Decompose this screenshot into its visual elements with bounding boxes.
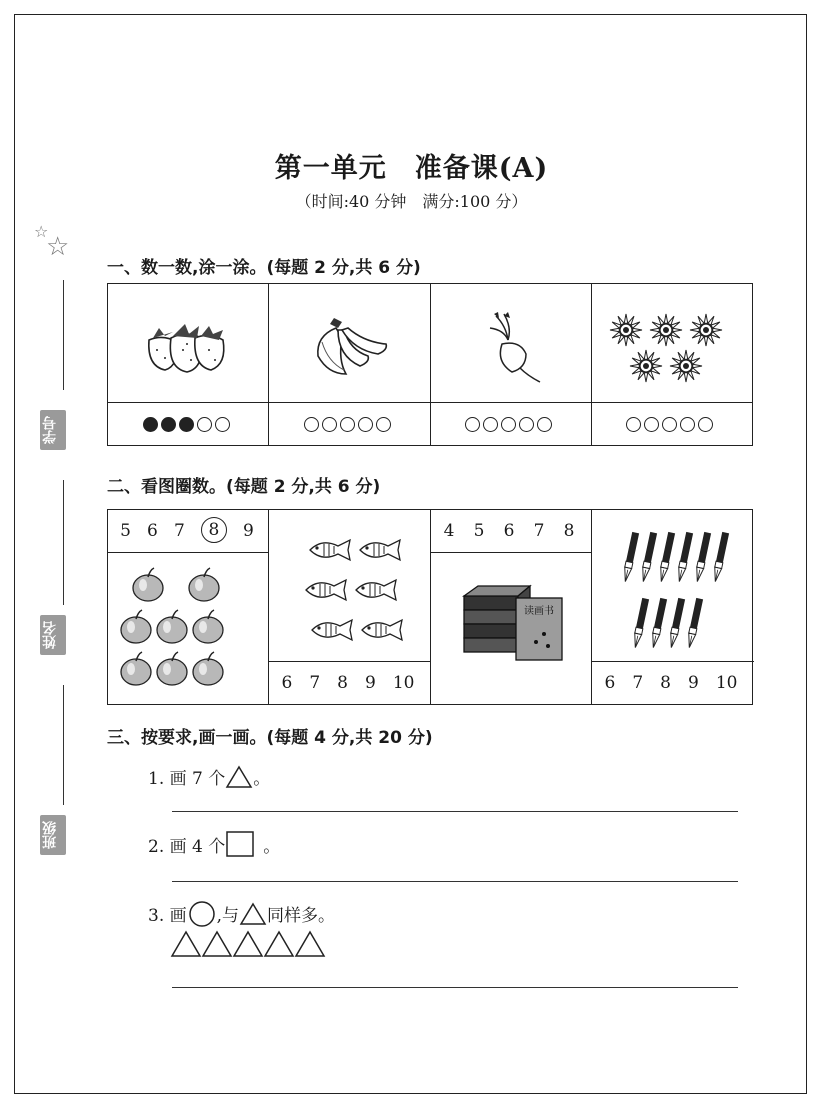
student-number-label: 学号 (40, 410, 66, 450)
number-option[interactable]: 10 (715, 673, 738, 693)
question-1 (148, 760, 270, 789)
empty-circle[interactable] (680, 417, 695, 432)
number-option[interactable]: 5 (473, 521, 485, 541)
flower-icon (690, 314, 722, 346)
number-choices[interactable] (596, 673, 746, 693)
empty-circle[interactable] (215, 417, 230, 432)
answer-line[interactable] (172, 811, 738, 812)
answer-line[interactable] (172, 987, 738, 988)
flower-icon (670, 350, 702, 382)
fish-icon (360, 540, 400, 560)
section2-table (107, 509, 753, 705)
pen-icon (640, 532, 657, 582)
empty-circle[interactable] (483, 417, 498, 432)
number-option-circled[interactable]: 8 (201, 517, 227, 543)
triangle-icon (225, 765, 253, 789)
question-2-suffix: 。 (263, 837, 281, 857)
number-option[interactable]: 10 (392, 673, 415, 693)
flower-icon (630, 350, 662, 382)
number-option[interactable]: 8 (563, 521, 575, 541)
count-circles[interactable] (465, 417, 552, 432)
apple-icon (193, 610, 223, 643)
number-option[interactable]: 6 (503, 521, 515, 541)
empty-circle[interactable] (376, 417, 391, 432)
apple-icon (193, 652, 223, 685)
number-option[interactable]: 4 (443, 521, 455, 541)
number-option[interactable]: 7 (632, 673, 644, 693)
number-option[interactable]: 9 (687, 673, 699, 693)
fish-icon (310, 540, 350, 560)
class-label: 班级 (40, 815, 66, 855)
svg-text:读画书: 读画书 (524, 606, 554, 617)
book-icon (460, 582, 570, 672)
banana-icon (308, 316, 393, 378)
empty-circle[interactable] (197, 417, 212, 432)
number-option[interactable]: 6 (147, 521, 158, 541)
apple-icon (126, 568, 251, 693)
number-option[interactable]: 7 (309, 673, 321, 693)
side-divider (63, 480, 64, 605)
fish-icon (306, 580, 346, 600)
number-option[interactable]: 9 (364, 673, 376, 693)
apple-icon (157, 652, 187, 685)
number-choices[interactable] (112, 521, 262, 543)
empty-circle[interactable] (501, 417, 516, 432)
empty-circle[interactable] (358, 417, 373, 432)
side-divider (63, 280, 64, 390)
question-3 (148, 895, 335, 926)
name-label: 姓名 (40, 615, 66, 655)
number-option[interactable]: 9 (243, 521, 254, 541)
filled-circle[interactable] (143, 417, 158, 432)
empty-circle[interactable] (304, 417, 319, 432)
number-option[interactable]: 7 (533, 521, 545, 541)
empty-circle[interactable] (340, 417, 355, 432)
radish-icon (468, 310, 553, 388)
page-subtitle: （时间:40 分钟 满分:100 分） (295, 192, 528, 211)
fish-icon (300, 530, 410, 650)
empty-circle[interactable] (322, 417, 337, 432)
pen-icon (686, 598, 703, 648)
empty-circle[interactable] (519, 417, 534, 432)
pen-icon (658, 532, 675, 582)
number-option[interactable]: 5 (120, 521, 131, 541)
number-choices[interactable] (273, 673, 423, 693)
count-circles[interactable] (143, 417, 230, 432)
question-3-middle: ,与 (216, 906, 240, 926)
count-circles[interactable] (626, 417, 713, 432)
side-divider (63, 685, 64, 805)
empty-circle[interactable] (465, 417, 480, 432)
star-icon: ☆ (46, 232, 70, 262)
triangle-icon (265, 932, 293, 956)
square-icon (225, 831, 255, 857)
filled-circle[interactable] (161, 417, 176, 432)
filled-circle[interactable] (179, 417, 194, 432)
question-3-suffix: 同样多。 (267, 906, 336, 926)
number-option[interactable]: 8 (337, 673, 348, 693)
triangle-icon (234, 932, 262, 956)
apple-icon (121, 652, 151, 685)
number-choices[interactable] (434, 521, 584, 541)
flower-icon (610, 314, 642, 346)
fish-icon (312, 620, 352, 640)
apple-icon (121, 610, 151, 643)
pen-icon (632, 598, 649, 648)
triangle-icon (203, 932, 231, 956)
section2-heading: 二、看图圈数。(每题 2 分,共 6 分) (107, 477, 381, 497)
triangle-icon (296, 932, 324, 956)
pen-icon (622, 532, 639, 582)
pen-icon (712, 532, 729, 582)
section3-heading: 三、按要求,画一画。(每题 4 分,共 20 分) (107, 728, 433, 748)
number-option[interactable]: 8 (660, 673, 671, 693)
apple-icon (133, 568, 163, 601)
question-1-suffix: 。 (253, 769, 271, 789)
empty-circle[interactable] (626, 417, 641, 432)
pen-icon (668, 598, 685, 648)
flower-icon (608, 308, 736, 388)
star-icon: ☆ (34, 222, 49, 241)
triangle-row (170, 930, 330, 958)
empty-circle[interactable] (698, 417, 713, 432)
empty-circle[interactable] (662, 417, 677, 432)
question-3-prefix: 3. 画 (148, 906, 187, 926)
fish-icon (356, 580, 396, 600)
pen-icon (650, 598, 667, 648)
flower-icon (650, 314, 682, 346)
triangle-icon (239, 902, 267, 926)
section1-table (107, 283, 753, 446)
strawberry-icon (143, 316, 233, 376)
answer-line[interactable] (172, 881, 738, 882)
number-option[interactable]: 6 (281, 673, 293, 693)
page-title: 第一单元 准备课(A) (274, 153, 549, 184)
empty-circle[interactable] (537, 417, 552, 432)
empty-circle[interactable] (644, 417, 659, 432)
fish-icon (362, 620, 402, 640)
number-option[interactable]: 7 (173, 521, 185, 541)
section1-heading: 一、数一数,涂一涂。(每题 2 分,共 6 分) (107, 258, 421, 278)
triangle-icon (172, 932, 200, 956)
count-circles[interactable] (304, 417, 391, 432)
apple-icon (189, 568, 219, 601)
pen-icon (618, 528, 743, 656)
number-option[interactable]: 6 (604, 673, 616, 693)
pen-icon (694, 532, 711, 582)
question-2-prefix: 2. 画 4 个 (148, 837, 226, 857)
question-1-prefix: 1. 画 7 个 (148, 769, 226, 789)
apple-icon (157, 610, 187, 643)
question-2 (148, 826, 280, 857)
circle-icon (187, 901, 217, 927)
pen-icon (676, 532, 693, 582)
